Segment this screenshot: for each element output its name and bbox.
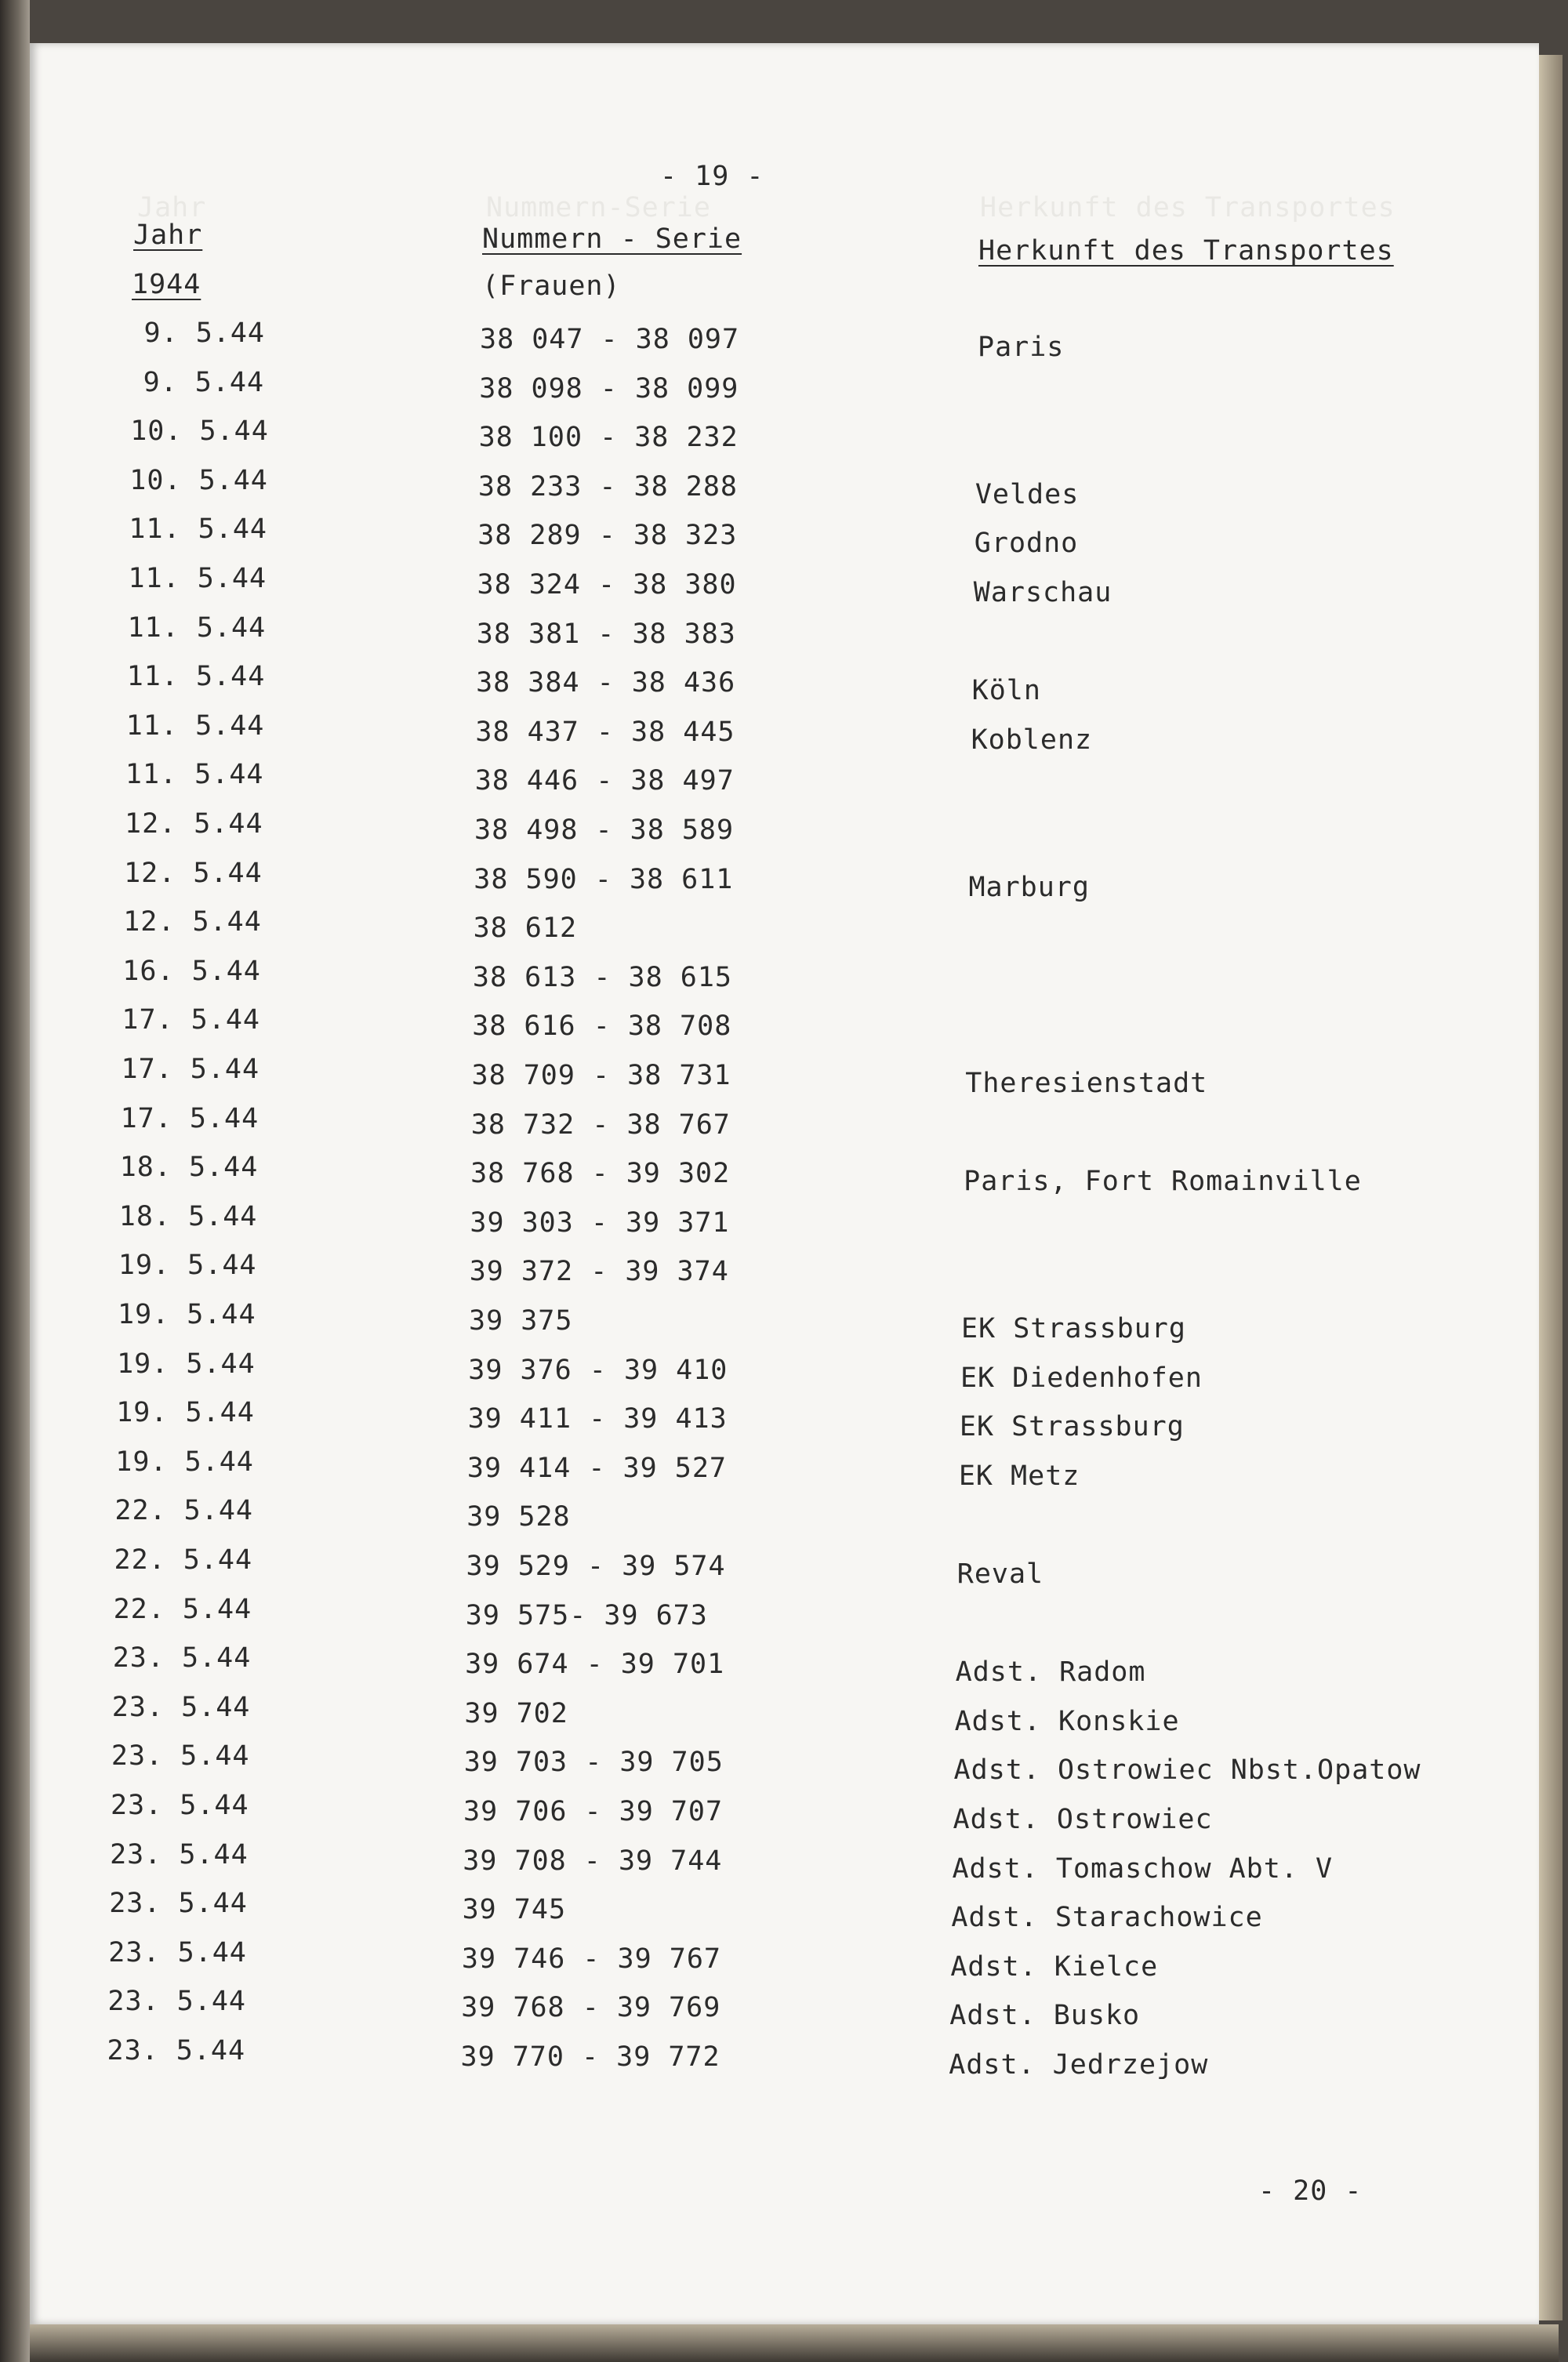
row-date: 16. 5.44 [122, 955, 261, 987]
row-series: 39 768 - 39 769 [461, 1992, 721, 2024]
row-series: 39 702 [464, 1697, 568, 1729]
row-date: 11. 5.44 [125, 709, 265, 742]
row-origin: Adst. Starachowice [951, 1902, 1263, 1934]
row-origin: EK Strassburg [961, 1313, 1186, 1344]
row-series: 39 746 - 39 767 [461, 1943, 721, 1975]
header-series: Nummern - Serie [482, 223, 742, 255]
row-date: 19. 5.44 [118, 1299, 256, 1330]
row-date: 23. 5.44 [110, 1838, 249, 1870]
row-origin: Marburg [968, 871, 1090, 903]
row-series: 38 381 - 38 383 [476, 618, 736, 650]
page-edge [1539, 55, 1563, 2320]
row-origin: Köln [971, 675, 1041, 707]
book-binding [0, 0, 30, 2362]
header-origin: Herkunft des Transportes [978, 235, 1394, 267]
row-series: 38 437 - 38 445 [475, 716, 735, 748]
row-date: 12. 5.44 [124, 857, 263, 889]
row-date: 11. 5.44 [127, 611, 267, 644]
row-origin: EK Metz [958, 1460, 1080, 1492]
row-date: 17. 5.44 [120, 1102, 260, 1134]
row-origin: Adst. Ostrowiec Nbst.Opatow [953, 1754, 1421, 1787]
row-series: 39 708 - 39 744 [463, 1845, 723, 1877]
row-series: 38 446 - 38 497 [474, 765, 735, 797]
page-bottom-edge [30, 2324, 1559, 2362]
row-series: 38 233 - 38 288 [477, 470, 738, 503]
page-number-bottom: - 20 - [1258, 2175, 1363, 2207]
row-date: 18. 5.44 [118, 1200, 258, 1232]
row-series: 38 709 - 38 731 [471, 1060, 731, 1091]
row-series: 39 376 - 39 410 [468, 1354, 728, 1386]
row-date: 9. 5.44 [143, 366, 265, 398]
row-date: 11. 5.44 [125, 759, 264, 791]
row-series: 39 303 - 39 371 [470, 1206, 730, 1239]
row-series: 39 575- 39 673 [465, 1599, 708, 1631]
row-series: 39 770 - 39 772 [460, 2041, 720, 2073]
row-date: 23. 5.44 [111, 1790, 249, 1821]
page-number-top: - 19 - [660, 161, 764, 192]
row-origin: Adst. Busko [949, 2000, 1141, 2032]
row-origin: Adst. Ostrowiec [953, 1804, 1213, 1835]
row-series: 39 703 - 39 705 [463, 1747, 724, 1779]
row-origin: Veldes [975, 478, 1080, 510]
row-series: 39 411 - 39 413 [467, 1403, 728, 1435]
row-date: 11. 5.44 [128, 563, 267, 594]
row-origin: Reval [956, 1558, 1044, 1590]
row-series: 38 047 - 38 097 [480, 324, 740, 355]
row-date: 17. 5.44 [122, 1004, 260, 1036]
row-origin: Adst. Konskie [954, 1705, 1180, 1737]
row-date: 17. 5.44 [121, 1054, 260, 1085]
row-date: 22. 5.44 [113, 1593, 252, 1625]
row-date: 10. 5.44 [129, 464, 268, 496]
row-date: 23. 5.44 [107, 2035, 246, 2066]
row-date: 19. 5.44 [117, 1348, 256, 1380]
row-date: 19. 5.44 [116, 1397, 255, 1429]
row-series: 39 414 - 39 527 [466, 1452, 727, 1484]
row-series: 38 613 - 38 615 [472, 961, 732, 993]
row-origin: Grodno [974, 528, 1079, 560]
row-date: 10. 5.44 [130, 415, 269, 448]
row-date: 22. 5.44 [114, 1495, 253, 1527]
row-date: 12. 5.44 [125, 808, 263, 840]
row-date: 19. 5.44 [115, 1446, 254, 1478]
row-series: 39 375 [469, 1305, 573, 1337]
row-origin: Adst. Jedrzejow [949, 2049, 1209, 2081]
row-origin: Adst. Radom [955, 1656, 1146, 1689]
row-date: 11. 5.44 [126, 661, 266, 693]
row-series: 39 529 - 39 574 [466, 1551, 726, 1582]
bleed-through-text: Herkunft des Transportes [980, 192, 1396, 223]
row-date: 12. 5.44 [123, 906, 262, 938]
row-series: 38 768 - 39 302 [470, 1158, 731, 1190]
subheader-women: (Frauen) [482, 270, 621, 302]
row-series: 39 372 - 39 374 [469, 1256, 729, 1288]
row-date: 23. 5.44 [109, 1888, 248, 1920]
row-series: 38 384 - 38 436 [476, 667, 736, 699]
row-series: 38 612 [473, 913, 578, 945]
row-date: 22. 5.44 [114, 1544, 253, 1576]
row-origin: Paris, Fort Romainville [964, 1166, 1362, 1198]
row-origin: Adst. Tomaschow Abt. V [952, 1852, 1334, 1885]
row-series: 38 289 - 38 323 [477, 520, 738, 552]
row-series: 38 616 - 38 708 [472, 1010, 732, 1043]
bleed-through-text: Jahr [137, 192, 207, 223]
row-origin: Koblenz [971, 724, 1093, 756]
row-origin: EK Strassburg [959, 1411, 1185, 1443]
row-date: 23. 5.44 [107, 1986, 246, 2018]
row-series: 39 706 - 39 707 [463, 1796, 724, 1827]
row-series: 39 528 [466, 1501, 571, 1533]
row-series: 38 498 - 38 589 [474, 815, 735, 846]
row-date: 11. 5.44 [129, 513, 267, 546]
bleed-through-text: Nummern-Serie [486, 192, 711, 223]
row-series: 38 590 - 38 611 [474, 863, 734, 895]
row-origin: Adst. Kielce [950, 1950, 1159, 1983]
row-series: 38 732 - 38 767 [470, 1108, 731, 1141]
row-origin: Paris [978, 332, 1065, 363]
row-date: 19. 5.44 [118, 1250, 257, 1282]
row-date: 9. 5.44 [143, 317, 265, 349]
row-series: 38 098 - 38 099 [479, 372, 739, 405]
row-origin: Warschau [973, 577, 1112, 608]
row-date: 23. 5.44 [108, 1936, 247, 1968]
row-date: 23. 5.44 [111, 1740, 250, 1772]
row-origin: EK Diedenhofen [960, 1362, 1203, 1394]
row-series: 39 674 - 39 701 [465, 1649, 725, 1681]
row-date: 23. 5.44 [111, 1691, 251, 1723]
row-series: 38 324 - 38 380 [477, 569, 737, 600]
header-date: Jahr [133, 220, 203, 251]
row-date: 23. 5.44 [112, 1642, 252, 1674]
row-date: 18. 5.44 [119, 1152, 259, 1184]
row-series: 39 745 [462, 1894, 567, 1926]
row-origin: Theresienstadt [965, 1068, 1208, 1099]
row-series: 38 100 - 38 232 [478, 422, 739, 454]
year-label: 1944 [132, 269, 201, 300]
